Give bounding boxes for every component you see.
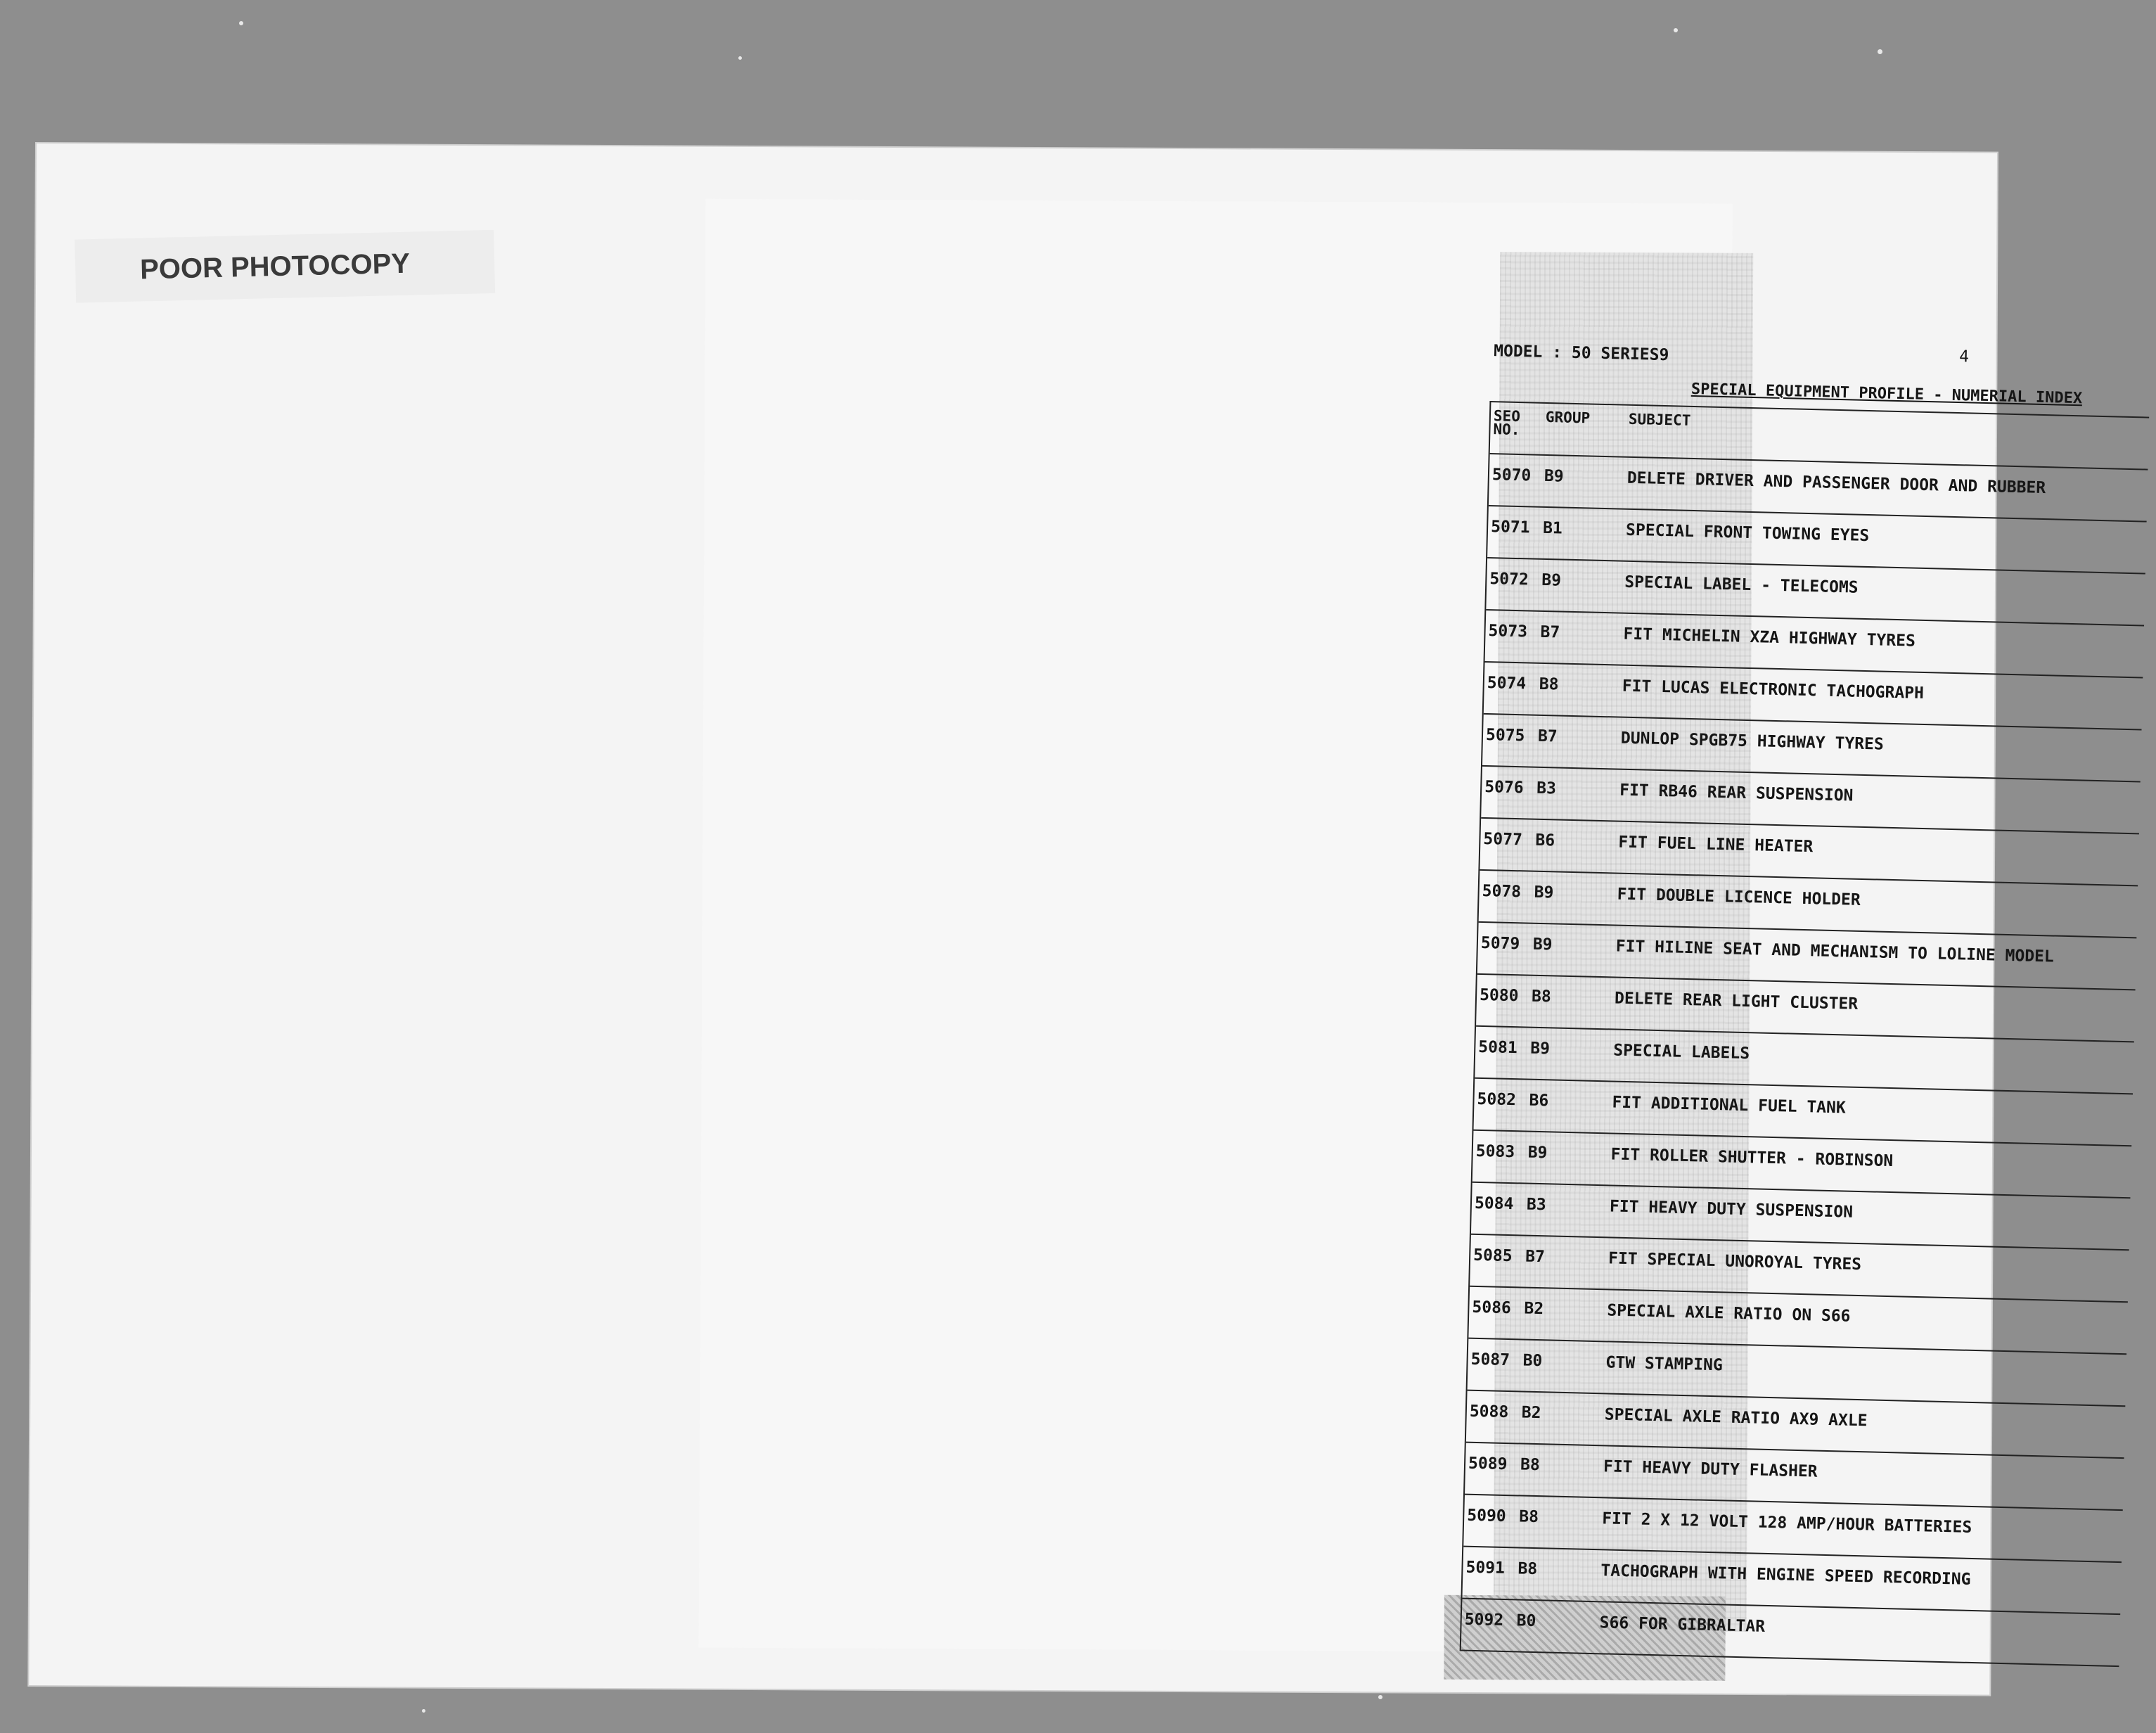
group-cell: B8 [1539,674,1559,694]
table-body [1461,454,2148,1667]
group-cell: B6 [1535,831,1555,850]
group-cell: B9 [1534,883,1554,902]
subject-cell: FIT HEAVY DUTY FLASHER [1603,1457,1818,1481]
group-cell: B8 [1517,1559,1538,1579]
seo-number-cell: 5080 [1479,985,1519,1006]
group-cell: B7 [1537,727,1558,746]
group-cell: B6 [1529,1091,1549,1111]
seo-number-cell: 5084 [1474,1194,1514,1214]
subject-cell: FIT ROLLER SHUTTER - ROBINSON [1610,1145,1894,1171]
subject-cell: SPECIAL LABELS [1612,1041,1750,1063]
group-cell: B7 [1540,622,1560,642]
photocopy-sheet [29,143,2083,1695]
subject-cell: FIT FUEL LINE HEATER [1618,833,1814,857]
group-cell: B9 [1541,570,1562,590]
subject-cell: FIT 2 X 12 VOLT 128 AMP/HOUR BATTERIES [1601,1509,1972,1537]
page-number: 4 [1958,347,1970,366]
group-cell: B0 [1522,1351,1543,1371]
seo-number-cell: 5091 [1465,1558,1506,1578]
seo-number-cell: 5083 [1475,1142,1515,1162]
group-cell: B0 [1516,1611,1536,1631]
model-line: MODEL : 50 SERIES9 [1493,342,1669,365]
subject-cell: SPECIAL LABEL - TELECOMS [1624,573,1859,597]
seo-number-cell: 5075 [1485,726,1525,746]
group-cell: B2 [1521,1403,1541,1423]
seo-number-cell: 5078 [1482,881,1522,902]
seo-number-cell: 5072 [1489,570,1529,589]
subject-cell: DELETE REAR LIGHT CLUSTER [1614,989,1859,1013]
column-header-seo-no: SEO NO. [1493,407,1521,439]
subject-cell: SPECIAL AXLE RATIO AX9 AXLE [1604,1405,1868,1431]
subject-cell: TACHOGRAPH WITH ENGINE SPEED RECORDING [1600,1561,1971,1589]
group-cell: B7 [1525,1247,1546,1267]
group-cell: B9 [1532,935,1553,954]
group-cell: B3 [1536,779,1557,798]
subject-cell: FIT LUCAS ELECTRONIC TACHOGRAPH [1622,677,1925,703]
subject-cell: FIT SPECIAL UNOROYAL TYRES [1608,1249,1862,1274]
group-cell: B1 [1542,518,1563,538]
subject-cell: FIT DOUBLE LICENCE HOLDER [1617,885,1861,909]
seo-number-cell: 5071 [1490,518,1530,537]
subject-cell: FIT RB46 REAR SUSPENSION [1619,781,1854,805]
group-cell: B8 [1520,1455,1541,1475]
seo-number-cell: 5081 [1478,1037,1518,1058]
subject-cell: S66 FOR GIBRALTAR [1599,1613,1766,1636]
group-cell: B2 [1524,1299,1544,1319]
subject-cell: FIT HILINE SEAT AND MECHANISM TO LOLINE MODEL [1615,937,2055,966]
subject-cell: FIT HEAVY DUTY SUSPENSION [1609,1197,1854,1222]
seo-number-cell: 5086 [1472,1298,1512,1318]
seo-number-cell: 5074 [1487,674,1527,693]
document-title: SPECIAL EQUIPMENT PROFILE - NUMERIAL INDEX [1690,380,2083,408]
subject-cell: DUNLOP SPGB75 HIGHWAY TYRES [1620,729,1885,754]
subject-cell: GTW STAMPING [1605,1353,1724,1375]
seo-number-cell: 5088 [1469,1402,1509,1422]
seo-number-cell: 5077 [1483,829,1523,850]
seo-number-cell: 5076 [1484,777,1524,798]
group-cell: B3 [1526,1195,1546,1215]
group-cell: B9 [1527,1143,1548,1163]
seo-number-cell: 5073 [1488,622,1528,641]
stamp-text: POOR PHOTOCOPY [139,248,411,285]
seo-number-cell: 5082 [1477,1089,1517,1110]
column-header-group: GROUP [1545,408,1591,427]
document-page [699,199,2083,1653]
group-cell: B8 [1518,1507,1539,1527]
seo-number-cell: 5087 [1470,1350,1510,1370]
group-cell: B8 [1531,987,1552,1006]
column-header-subject: SUBJECT [1628,410,1691,429]
subject-cell: SPECIAL AXLE RATIO ON S66 [1607,1301,1851,1326]
poor-photocopy-stamp [75,230,495,303]
subject-cell: FIT MICHELIN XZA HIGHWAY TYRES [1623,625,1916,651]
group-cell: B9 [1544,466,1564,486]
subject-cell: FIT ADDITIONAL FUEL TANK [1612,1093,1847,1118]
seo-number-cell: 5090 [1466,1506,1506,1526]
seo-number-cell: 5085 [1472,1246,1513,1266]
subject-cell: DELETE DRIVER AND PASSENGER DOOR AND RUBBER [1626,468,2046,498]
subject-cell: SPECIAL FRONT TOWING EYES [1625,520,1870,546]
seo-number-cell: 5070 [1491,466,1532,485]
seo-number-cell: 5079 [1480,933,1520,954]
seo-number-cell: 5092 [1464,1610,1504,1630]
equipment-index-table [1460,401,2150,1667]
group-cell: B9 [1530,1039,1551,1059]
seo-number-cell: 5089 [1468,1454,1508,1474]
